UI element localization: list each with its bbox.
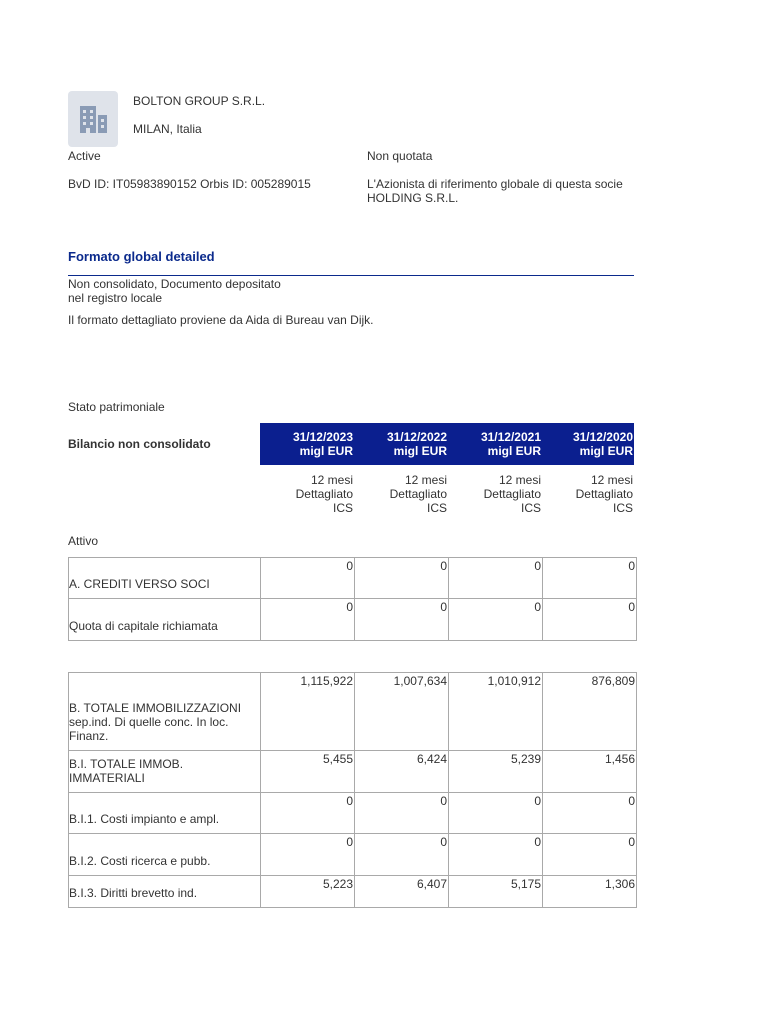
table-row <box>69 834 637 876</box>
format-title: Formato global detailed <box>68 249 215 264</box>
format-note-line-1: Non consolidato, Documento depositato <box>68 277 281 291</box>
column-subheader-2022 <box>354 473 448 515</box>
column-months: 12 mesi <box>590 473 633 487</box>
cell-value-2023: 0 <box>261 558 355 599</box>
cell-value-2020: 0 <box>543 793 637 834</box>
column-type: Dettagliato <box>295 487 353 501</box>
company-logo <box>68 91 118 147</box>
column-date: 31/12/2020 <box>572 430 633 444</box>
cell-value-2020: 0 <box>543 834 637 876</box>
cell-value-2020: 876,809 <box>543 673 637 751</box>
row-label: Quota di capitale richiamata <box>69 599 261 641</box>
cell-value-2021: 1,010,912 <box>449 673 543 751</box>
column-months: 12 mesi <box>498 473 541 487</box>
table-row <box>69 793 637 834</box>
statement-section: Stato patrimoniale <box>68 400 165 414</box>
cell-value-2023: 5,455 <box>261 751 355 793</box>
company-name: BOLTON GROUP S.R.L. <box>133 94 266 108</box>
cell-value-2023: 5,223 <box>261 876 355 908</box>
cell-value-2022: 0 <box>355 599 449 641</box>
column-date: 31/12/2021 <box>480 430 541 444</box>
table-immobilizzazioni <box>68 672 637 908</box>
cell-value-2023: 0 <box>261 599 355 641</box>
company-ids: BvD ID: IT05983890152 Orbis ID: 005289015 <box>68 177 311 191</box>
column-header-2021 <box>448 423 542 465</box>
building-icon <box>77 104 109 134</box>
company-location: MILAN, Italia <box>133 122 202 136</box>
format-source: Il formato dettagliato proviene da Aida di Bureau van Dijk. <box>68 313 374 327</box>
cell-value-2022: 0 <box>355 558 449 599</box>
cell-value-2023: 0 <box>261 793 355 834</box>
cell-value-2020: 1,306 <box>543 876 637 908</box>
cell-value-2022: 1,007,634 <box>355 673 449 751</box>
column-type: Dettagliato <box>575 487 633 501</box>
format-note-line-2: nel registro locale <box>68 291 163 305</box>
cell-value-2021: 0 <box>449 599 543 641</box>
cell-value-2021: 5,175 <box>449 876 543 908</box>
column-months: 12 mesi <box>404 473 447 487</box>
cell-value-2022: 6,407 <box>355 876 449 908</box>
column-date: 31/12/2022 <box>386 430 447 444</box>
table-row <box>69 751 637 793</box>
column-months: 12 mesi <box>310 473 353 487</box>
table-row <box>69 558 637 599</box>
column-unit: migl EUR <box>579 444 633 458</box>
company-status: Active <box>68 149 101 163</box>
table-crediti-verso-soci <box>68 557 637 641</box>
cell-value-2020: 0 <box>543 558 637 599</box>
row-label: A. CREDITI VERSO SOCI <box>69 558 261 599</box>
cell-value-2020: 0 <box>543 599 637 641</box>
section-divider <box>68 275 634 276</box>
cell-value-2023: 0 <box>261 834 355 876</box>
row-label: B.I. TOTALE IMMOB. IMMATERIALI <box>69 751 261 793</box>
column-standard: ICS <box>426 501 447 515</box>
column-type: Dettagliato <box>483 487 541 501</box>
cell-value-2022: 6,424 <box>355 751 449 793</box>
cell-value-2020: 1,456 <box>543 751 637 793</box>
shareholder-line-2: HOLDING S.R.L. <box>367 191 459 205</box>
cell-value-2021: 5,239 <box>449 751 543 793</box>
column-standard: ICS <box>332 501 353 515</box>
cell-value-2022: 0 <box>355 834 449 876</box>
company-listing: Non quotata <box>367 149 433 163</box>
column-subheader-2021 <box>448 473 542 515</box>
cell-value-2022: 0 <box>355 793 449 834</box>
statement-header-label: Bilancio non consolidato <box>68 437 211 451</box>
table-row <box>69 673 637 751</box>
column-date: 31/12/2023 <box>292 430 353 444</box>
cell-value-2021: 0 <box>449 793 543 834</box>
column-header-2023 <box>260 423 354 465</box>
column-standard: ICS <box>612 501 633 515</box>
cell-value-2021: 0 <box>449 834 543 876</box>
column-unit: migl EUR <box>487 444 541 458</box>
table-row <box>69 599 637 641</box>
row-label: B.I.1. Costi impianto e ampl. <box>69 793 261 834</box>
row-label: B. TOTALE IMMOBILIZZAZIONI sep.ind. Di quelle conc. In loc. Finanz. <box>69 673 261 751</box>
column-standard: ICS <box>520 501 541 515</box>
table-row <box>69 876 637 908</box>
column-unit: migl EUR <box>393 444 447 458</box>
column-unit: migl EUR <box>299 444 353 458</box>
row-label: B.I.2. Costi ricerca e pubb. <box>69 834 261 876</box>
attivo-label: Attivo <box>68 534 99 548</box>
cell-value-2021: 0 <box>449 558 543 599</box>
column-subheader-2023 <box>260 473 354 515</box>
shareholder-line-1: L'Azionista di riferimento globale di questa socie <box>367 177 623 191</box>
column-type: Dettagliato <box>389 487 447 501</box>
column-header-2020 <box>542 423 634 465</box>
column-header-2022 <box>354 423 448 465</box>
cell-value-2023: 1,115,922 <box>261 673 355 751</box>
column-subheader-2020 <box>542 473 634 515</box>
row-label: B.I.3. Diritti brevetto ind. <box>69 876 261 908</box>
